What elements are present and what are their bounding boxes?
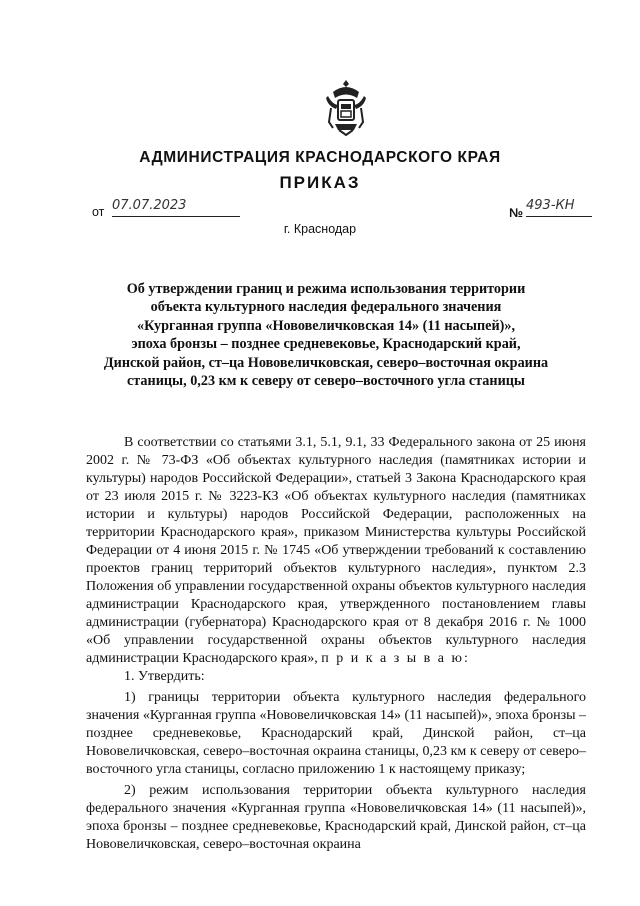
number-prefix: № — [509, 206, 523, 220]
intro-paragraph — [86, 434, 586, 668]
organization-name: АДМИНИСТРАЦИЯ КРАСНОДАРСКОГО КРАЯ — [139, 149, 501, 166]
title-line: эпоха бронзы – позднее средневековье, Краснодарский край, — [131, 336, 521, 353]
title-line: «Курганная группа «Нововеличковская 14» (11 насыпей)», — [136, 317, 515, 334]
title-line: объекта культурного наследия федерального значения — [150, 299, 502, 316]
document-body — [86, 434, 586, 854]
item-1-1: 1) границы территории объекта культурного наследия федерального значения «Курганная группа «Нововеличковская 14» (11 насыпей)», эпоха бронзы – позднее средневековье, Краснодарский край, Динской район, ст–ца Нововеличковская, северо–восточная окраина станицы, 0,23 км к северу от северо–восточного угла станицы, согласно приложению 1 к настоящему приказу; — [86, 690, 587, 777]
date-prefix: от — [92, 205, 105, 219]
document-title — [86, 280, 566, 390]
item-1: 1. Утвердить: — [124, 669, 205, 684]
order-word: п р и к а з ы в а ю: — [321, 651, 470, 666]
title-line: Об утверждении границ и режима использования территории — [126, 281, 526, 297]
title-line: станицы, 0,23 км к северу от северо–восточного угла станицы — [126, 373, 526, 390]
city: г. Краснодар — [283, 222, 357, 236]
handwritten-date: 07.07.2023 — [112, 198, 240, 217]
coat-of-arms-emblem — [325, 78, 367, 136]
title-line: Динской район, ст–ца Нововеличковская, северо–восточная окраина — [103, 354, 549, 371]
item-1-2: 2) режим использования территории объекта культурного наследия федерального значения «Курганная группа «Нововеличковская 14» (11 насыпей)», эпоха бронзы – позднее средневековье, Краснодарский край, Динской район, ст–ца Нововеличковская, северо–восточная окраина — [86, 783, 586, 852]
intro-text: В соответствии со статьями 3.1, 5.1, 9.1, 33 Федерального закона от 25 июня 2002 г. № 73-ФЗ «Об объектах культурного наследия (памятниках истории и культуры) народов Российской Федерации», статьей 3 Закона Краснодарского края от 23 июля 2015 г. № 3223-КЗ «Об объектах культурного наследия (памятниках истории и культуры) народов Российской Федерации, расположенных на территории Краснодарского края», приказом Министерства культуры Российской Федерации от 4 июня 2015 г. № 1745 «Об утверждении требований к составлению проектов границ территорий объектов культурного наследия», пунктом 2.3 Положения об управлении государственной охраны объектов культурного наследия администрации Краснодарского края, утвержденного постановлением главы администрации (губернатора) Краснодарского края от 8 декабря 2016 г. № 1000 «Об управлении государственной охраны объектов культурного наследия администрации Краснодарского края», — [86, 435, 586, 666]
handwritten-number: 493-КН — [526, 198, 592, 217]
document-type: ПРИКАЗ — [279, 173, 361, 192]
